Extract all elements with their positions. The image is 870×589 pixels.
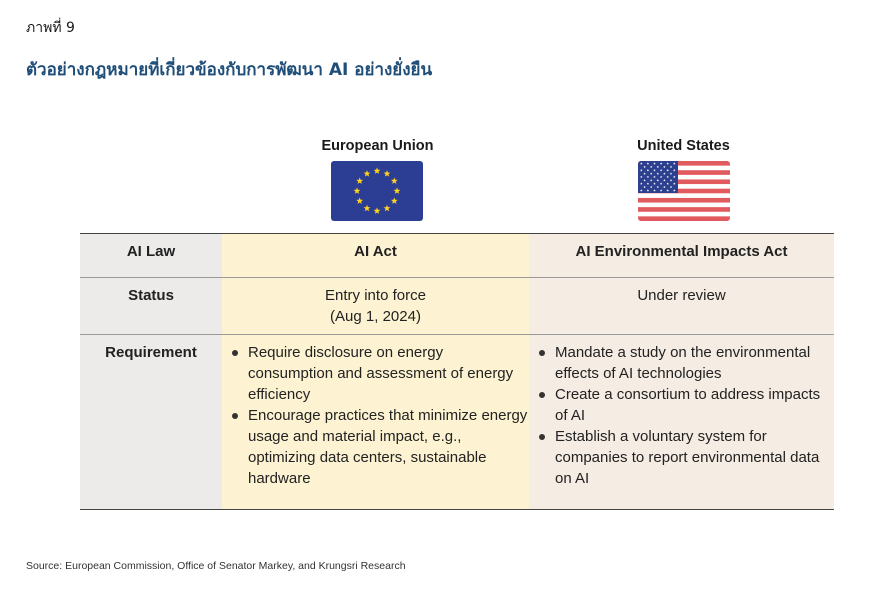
- us-ai-law: AI Environmental Impacts Act: [575, 243, 788, 260]
- list-item: Create a consortium to address impacts of AI: [537, 384, 831, 426]
- eu-status-line: Entry into force: [325, 287, 426, 304]
- row-label-requirement: Requirement: [105, 344, 197, 361]
- ai-law-comparison-table: [80, 233, 834, 510]
- figure-title: ตัวอย่างกฎหมายที่เกี่ยวข้องกับการพัฒนา AI อย่างยั่งยืน: [26, 60, 433, 80]
- eu-status: [222, 285, 529, 327]
- eu-ai-law: AI Act: [354, 243, 397, 260]
- list-item: Establish a voluntary system for companies to report environmental data on AI: [537, 426, 831, 489]
- source-note: Source: European Commission, Office of Senator Markey, and Krungsri Research: [26, 560, 406, 572]
- us-column-heading: United States: [637, 138, 730, 154]
- list-item: Encourage practices that minimize energy usage and material impact, e.g., optimizing data centers, sustainable hardware: [230, 405, 528, 489]
- eu-status-date: (Aug 1, 2024): [330, 308, 421, 325]
- eu-requirements: [230, 342, 528, 489]
- eu-flag-icon: [331, 161, 423, 221]
- label-column-bg: [80, 234, 222, 509]
- row-divider: [80, 277, 834, 278]
- list-item: Require disclosure on energy consumption and assessment of energy efficiency: [230, 342, 528, 405]
- row-label-ai-law: AI Law: [126, 243, 176, 260]
- eu-column-heading: European Union: [321, 138, 434, 154]
- row-divider: [80, 334, 834, 335]
- us-status: Under review: [637, 287, 726, 304]
- us-requirements: [537, 342, 831, 489]
- list-item: Mandate a study on the environmental effects of AI technologies: [537, 342, 831, 384]
- figure-label: ภาพที่ 9: [26, 20, 75, 36]
- us-flag-icon: [638, 161, 730, 221]
- row-label-status: Status: [128, 287, 174, 304]
